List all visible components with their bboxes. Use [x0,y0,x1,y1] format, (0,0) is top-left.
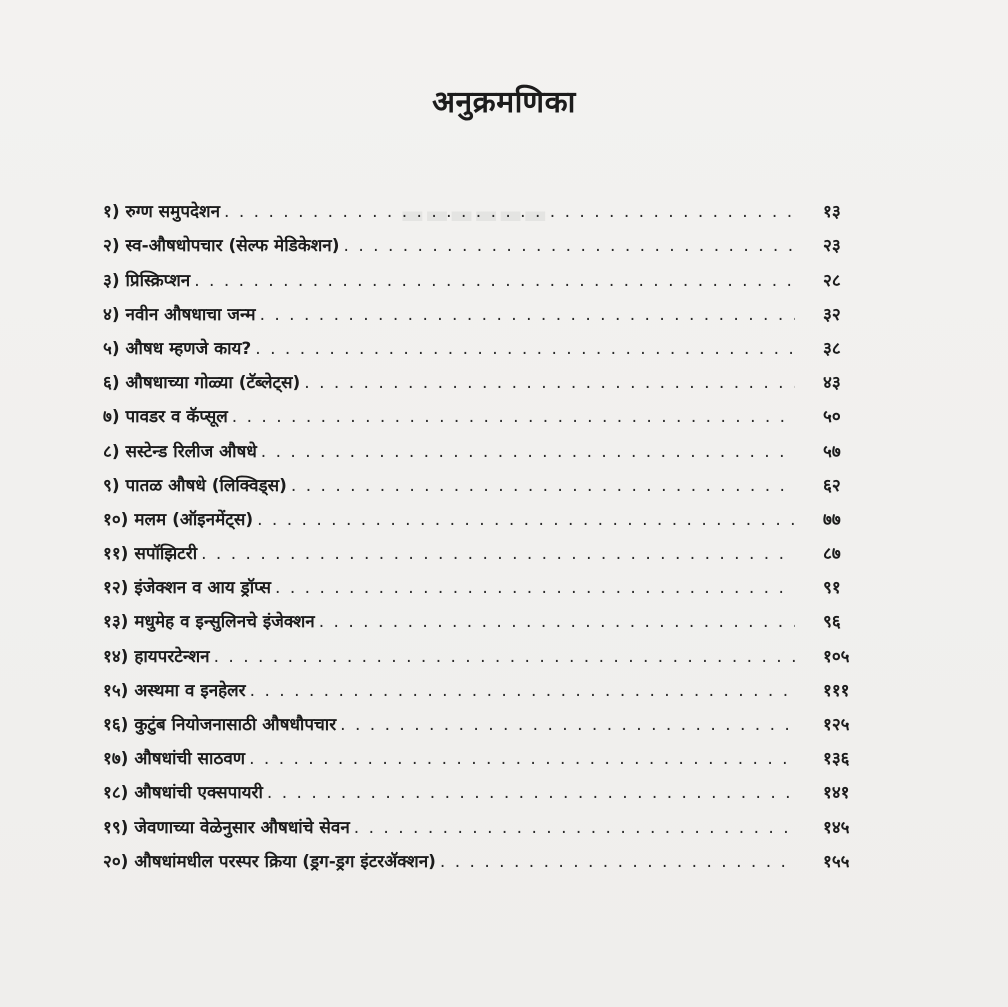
toc-entry [103,735,863,769]
toc-entry-page-number: ५० [823,407,841,428]
dot-leader [260,305,795,325]
page-title: अनुक्रमणिका [432,85,576,120]
toc-entry-label: १२) इंजेक्शन व आय ड्रॉप्स [103,578,272,599]
toc-entry-label: ८) सस्टेन्ड रिलीज औषधे [103,441,257,462]
dot-leader [255,339,795,359]
toc-entry-label: ४) नवीन औषधाचा जन्म [103,304,256,325]
toc-entry [103,222,863,256]
toc-entry-page-number: १४१ [823,783,850,804]
dot-leader [291,476,795,496]
toc-entry-page-number: ८७ [823,544,841,565]
dot-leader [201,544,795,564]
toc-entry-page-number: ९६ [823,612,841,633]
bleed-through-text: ▬▬▬▬▬▬ [400,200,548,230]
toc-entry [103,359,863,393]
toc-entry-page-number: १४५ [823,817,850,838]
toc-entry-label: ९) पातळ औषधे (लिक्विड्स) [103,475,287,496]
toc-entry-page-number: ५७ [823,441,841,462]
toc-entry-page-number: १३ [823,202,841,223]
toc-entry-label: १५) अस्थमा व इनहेलर [103,680,246,701]
toc-entry-label: १९) जेवणाच्या वेळेनुसार औषधांचे सेवन [103,817,350,838]
dot-leader [275,578,795,598]
toc-entry-label: १) रुग्ण समुपदेशन [103,202,221,223]
toc-entry [103,530,863,564]
dot-leader [232,407,795,427]
toc-entry-page-number: ७७ [823,509,841,530]
toc-entry [103,427,863,461]
dot-leader [250,681,795,701]
dot-leader [340,715,795,735]
toc-entry [103,291,863,325]
toc-entry-page-number: १२५ [823,715,850,735]
toc-entry [103,325,863,359]
dot-leader [344,236,795,256]
toc-entry [103,564,863,598]
toc-entry [103,701,863,735]
toc-entry-label: २) स्व-औषधोपचार (सेल्फ मेडिकेशन) [103,236,340,257]
dot-leader [224,202,795,222]
toc-entry [103,632,863,666]
toc-entry-label: १०) मलम (ऑइनमेंट्स) [103,509,254,530]
dot-leader [440,852,795,872]
toc-entry-label: १७) औषधांची साठवण [103,749,246,770]
toc-entry [103,256,863,290]
toc-entry-page-number: २८ [823,270,841,291]
toc-entry-page-number: २३ [823,236,841,257]
toc-entry-label: १३) मधुमेह व इन्सुलिनचे इंजेक्शन [103,612,315,633]
toc-entry-page-number: ३८ [823,338,841,359]
table-of-contents [103,188,863,872]
toc-entry-page-number: ९१ [823,578,841,599]
toc-entry [103,393,863,427]
dot-leader [354,818,795,838]
toc-entry-page-number: १११ [823,680,850,701]
dot-leader [304,373,795,393]
dot-leader [319,612,795,632]
dot-leader [261,442,795,462]
toc-entry-page-number: १३६ [823,749,850,770]
toc-entry-label: ७) पावडर व कॅप्सूल [103,407,228,428]
toc-entry-label: ६) औषधाच्या गोळ्या (टॅब्लेट्स) [103,373,301,394]
toc-entry-page-number: ६२ [823,475,841,496]
dot-leader [249,749,795,769]
toc-entry [103,598,863,632]
toc-entry-page-number: १५५ [823,851,850,872]
toc-entry [103,496,863,530]
toc-entry [103,462,863,496]
toc-entry-label: २०) औषधांमधील परस्पर क्रिया (ड्रग-ड्रग इंटरॲक्शन) [103,851,436,872]
dot-leader [194,271,795,291]
toc-entry-page-number: ३२ [823,304,841,325]
dot-leader [257,510,795,530]
toc-entry [103,188,863,222]
toc-entry-page-number: ४३ [823,373,841,394]
toc-entry-label: ११) सपॉझिटरी [103,544,198,565]
toc-entry-label: १४) हायपरटेन्शन [103,646,210,667]
toc-entry-label: ५) औषध म्हणजे काय? [103,338,252,359]
dot-leader [267,783,795,803]
toc-entry-label: ३) प्रिस्क्रिप्शन [103,270,191,291]
toc-entry [103,838,863,872]
toc-entry [103,803,863,837]
toc-entry-label: १६) कुटुंब नियोजनासाठी औषधौपचार [103,715,337,735]
dot-leader [214,647,795,667]
toc-entry [103,769,863,803]
toc-entry [103,667,863,701]
toc-entry-page-number: १०५ [823,646,850,667]
toc-entry-label: १८) औषधांची एक्सपायरी [103,783,263,804]
